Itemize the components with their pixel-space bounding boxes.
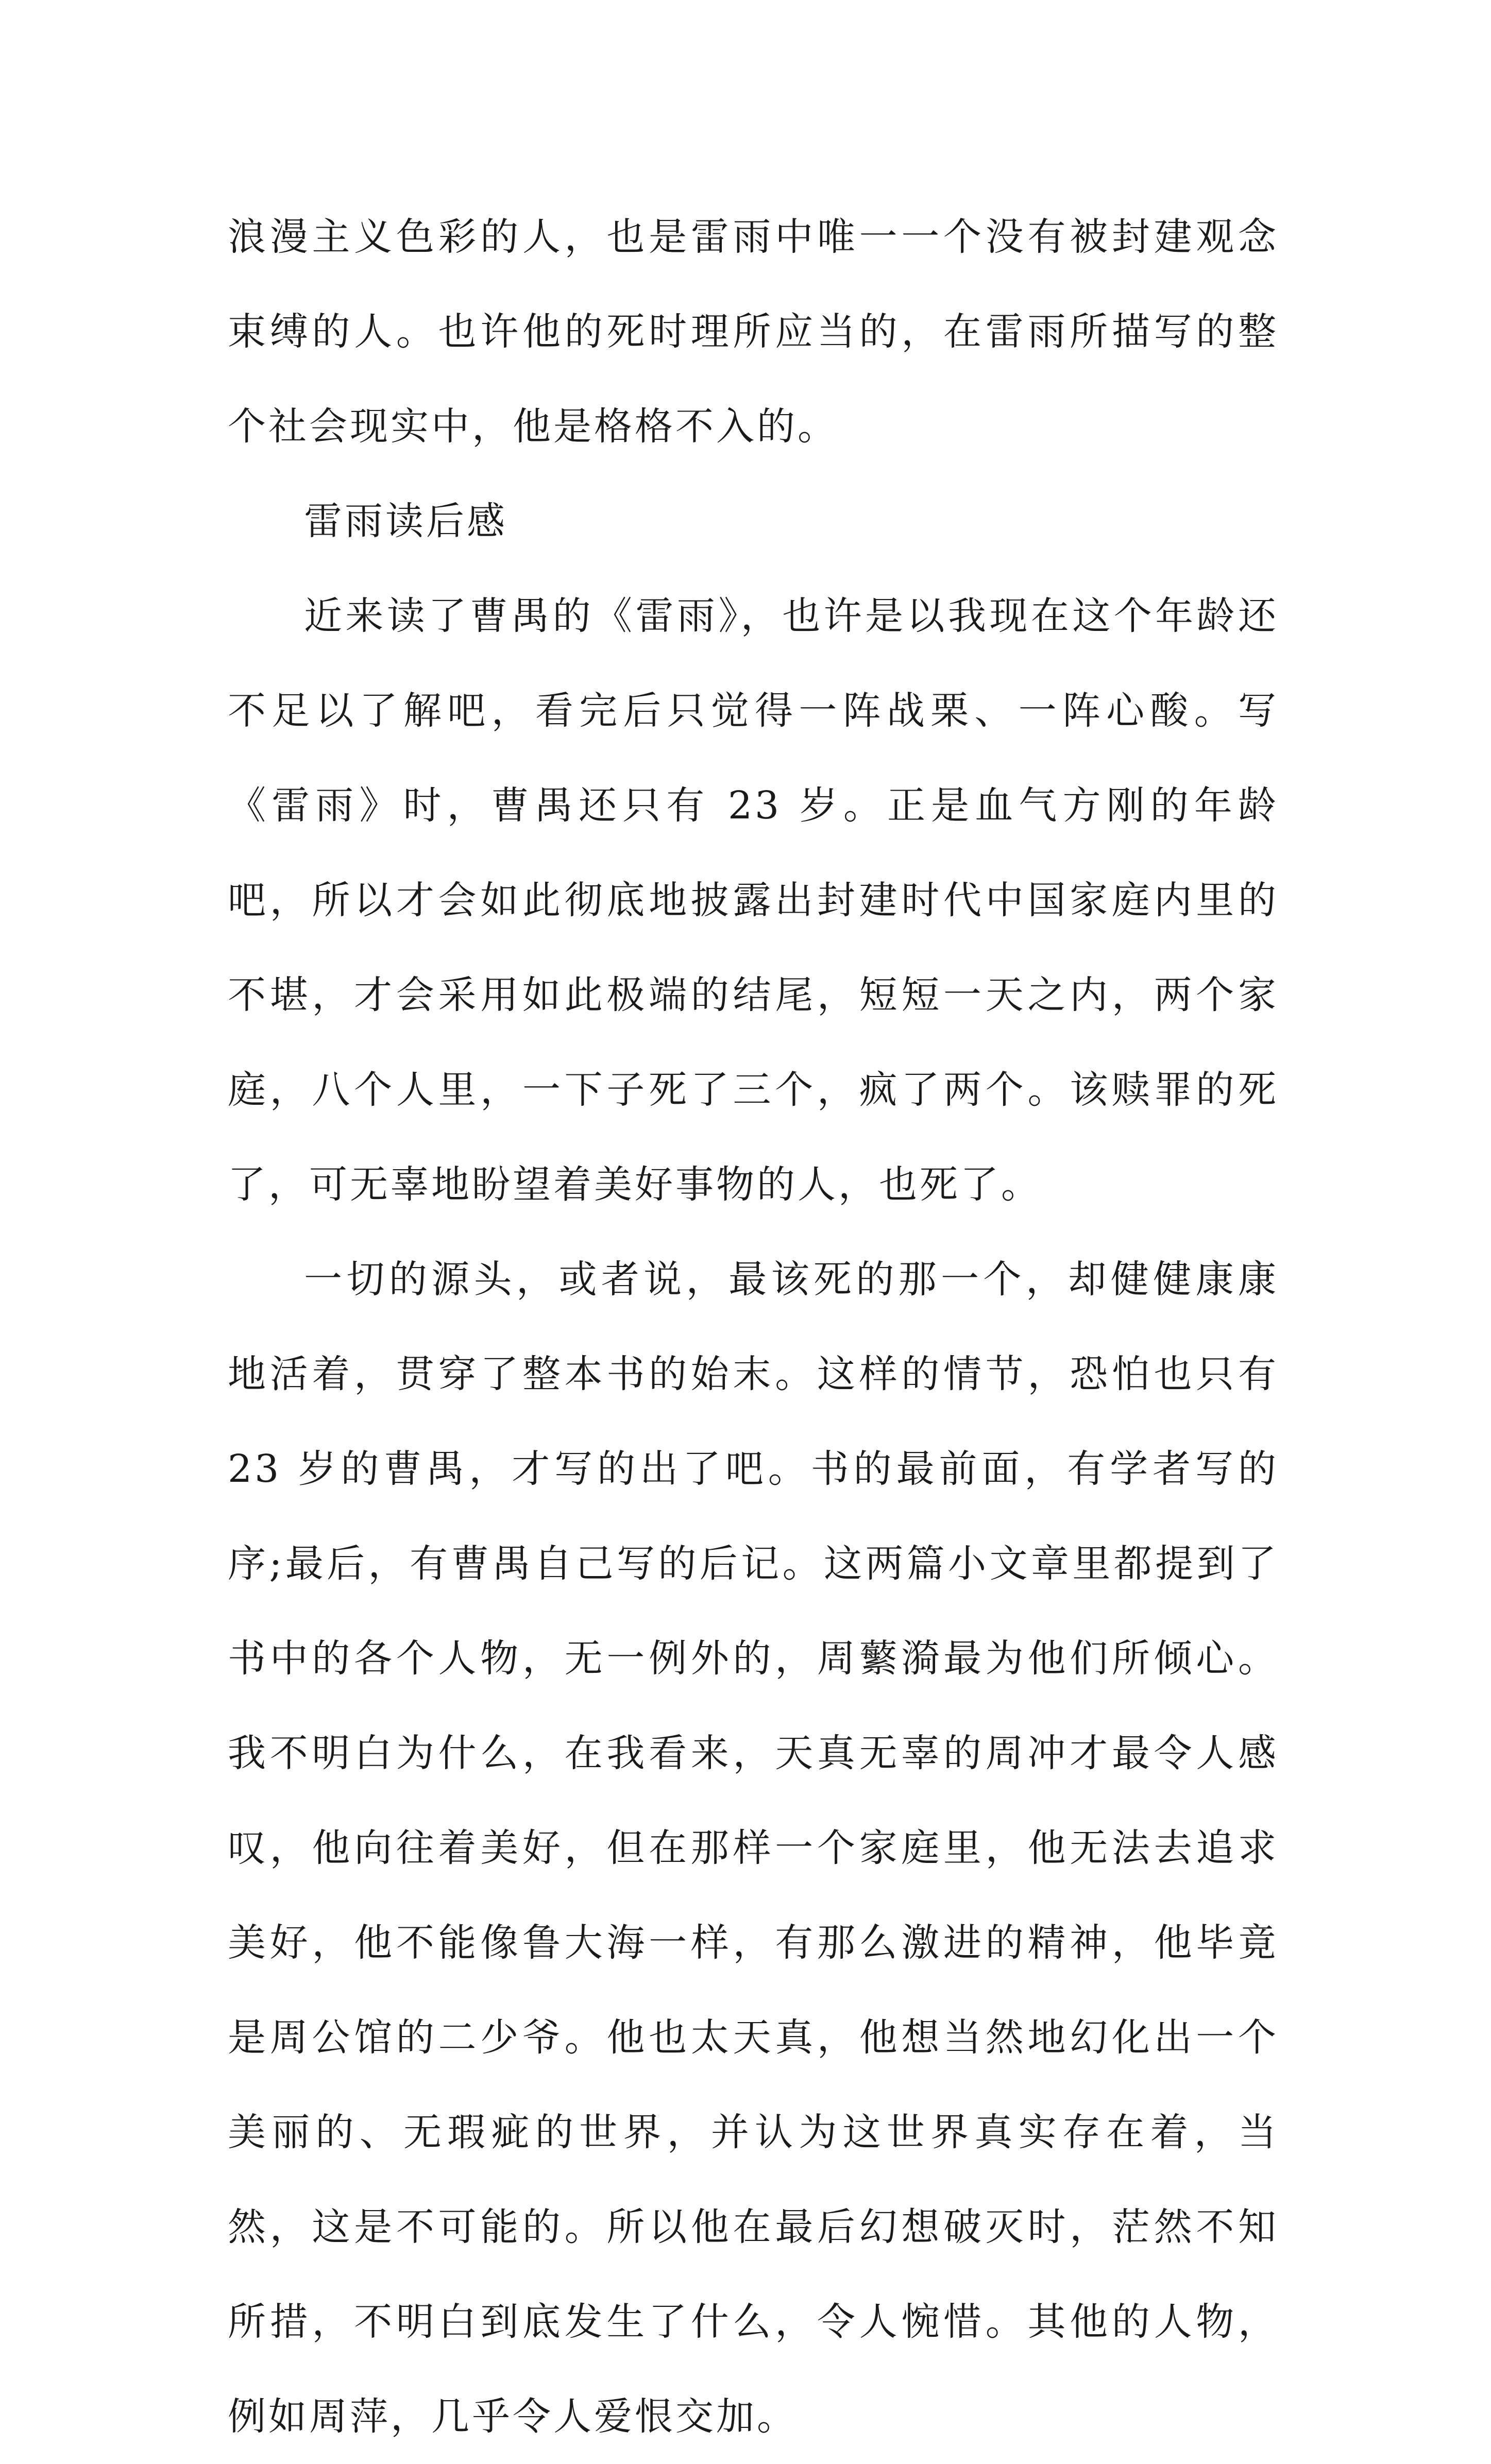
document-body — [228, 190, 1279, 2464]
paragraph-continuation: 浪漫主义色彩的人，也是雷雨中唯一一个没有被封建观念束缚的人。也许他的死时理所应当的，在雷雨所描写的整个社会现实中，他是格格不入的。 — [228, 215, 1279, 449]
paragraph: 一切的源头，或者说，最该死的那一个，却健健康康地活着，贯穿了整本书的始末。这样的情节，恐怕也只有 23 岁的曹禺，才写的出了吧。书的最前面，有学者写的序;最后，有曹禺自己写的后记。这两篇小文章里都提到了书中的各个人物，无一例外的，周蘩漪最为他们所倾心。我不明白为什么，在我看来，天真无辜的周冲才最令人感叹，他向往着美好，但在那样一个家庭里，他无法去追求美好，他不能像鲁大海一样，有那么激进的精神，他毕竟是周公馆的二少爷。他也太天真，他想当然地幻化出一个美丽的、无瑕疵的世界，并认为这世界真实存在着，当然，这是不可能的。所以他在最后幻想破灭时，茫然不知所措，不明白到底发生了什么，令人惋惜。其他的人物，例如周萍，几乎令人爱恨交加。 — [228, 1257, 1279, 2439]
paragraph: 近来读了曹禺的《雷雨》，也许是以我现在这个年龄还不足以了解吧，看完后只觉得一阵战栗、一阵心酸。写《雷雨》时，曹禺还只有 23 岁。正是血气方刚的年龄吧，所以才会如此彻底地披露出封建时代中国家庭内里的不堪，才会采用如此极端的结尾，短短一天之内，两个家庭，八个人里，一下子死了三个，疯了两个。该赎罪的死了，可无辜地盼望着美好事物的人，也死了。 — [228, 594, 1279, 1207]
section-heading: 雷雨读后感 — [304, 499, 507, 543]
